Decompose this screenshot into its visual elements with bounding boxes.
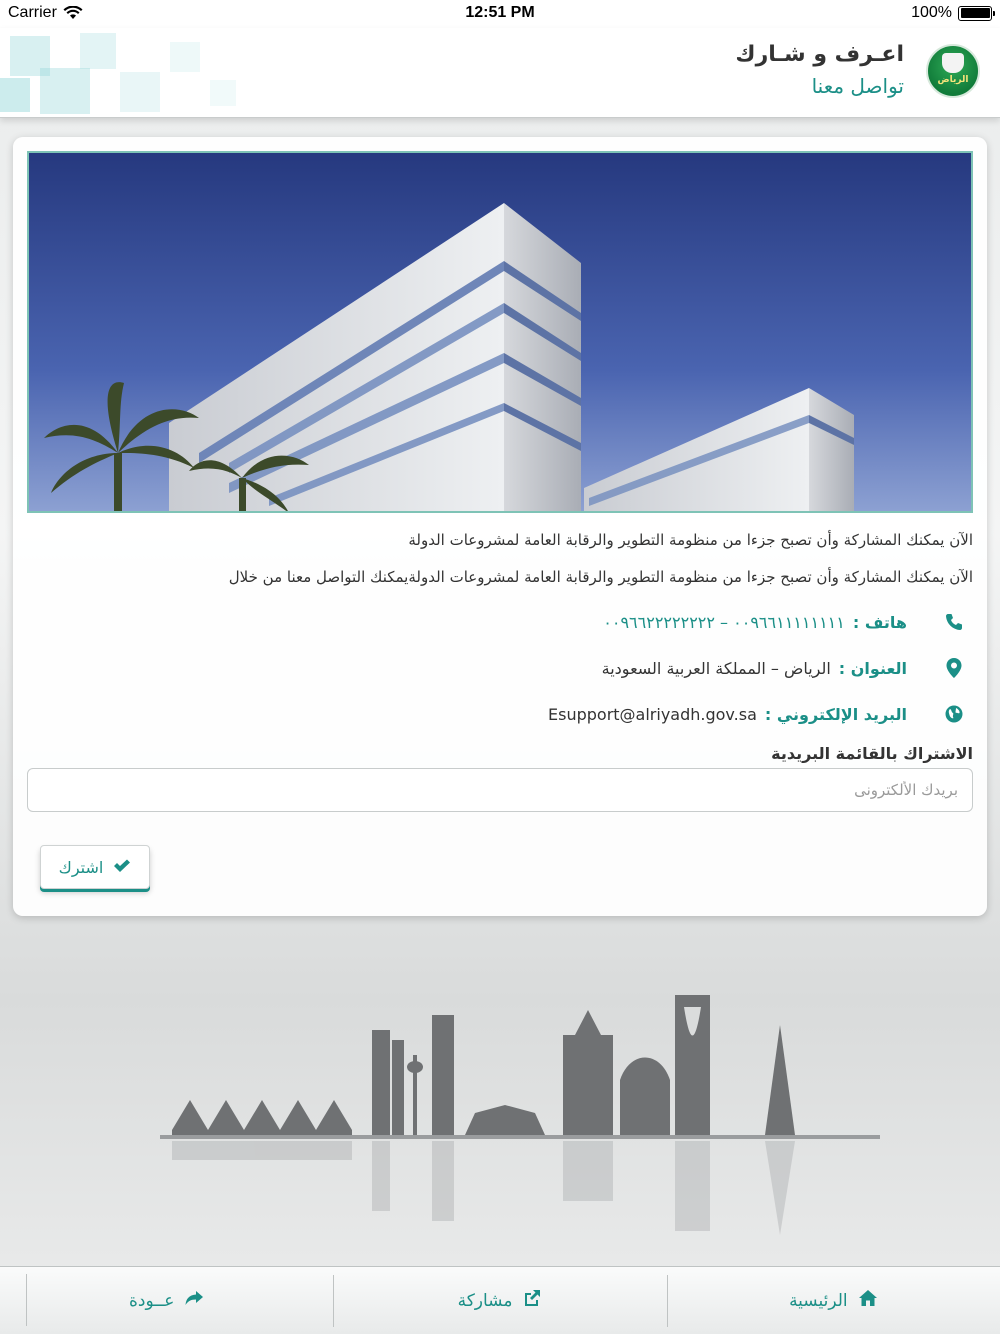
tab-home[interactable] xyxy=(667,1267,1000,1334)
share-icon xyxy=(522,1289,542,1312)
tab-share[interactable] xyxy=(333,1267,666,1334)
tab-back-label: عــودة xyxy=(129,1290,175,1311)
tab-share-label: مشاركة xyxy=(457,1290,513,1311)
email-label: البريد الإلكتروني : xyxy=(764,704,907,724)
battery-icon xyxy=(958,6,992,21)
check-icon xyxy=(113,858,131,877)
phone-label: هاتف : xyxy=(852,612,907,632)
riyadh-skyline-decoration xyxy=(160,985,880,1245)
phone-value[interactable]: ٠٠٩٦٦١١١١١١١١ – ٠٠٩٦٦٢٢٢٢٢٢٢٢ xyxy=(603,612,845,632)
logo-text: الرياض xyxy=(937,75,969,85)
globe-icon xyxy=(941,701,967,727)
status-bar xyxy=(0,0,1000,28)
riyadh-logo xyxy=(926,44,980,98)
home-icon xyxy=(858,1289,878,1312)
contact-row-address xyxy=(47,653,967,683)
phone-icon xyxy=(941,609,967,635)
battery-percent: 100% xyxy=(911,4,952,21)
page-subtitle: تواصل معنا xyxy=(811,74,904,98)
hero-building-image xyxy=(27,151,973,513)
email-value[interactable]: Esupport@alriyadh.gov.sa xyxy=(548,704,757,724)
carrier-label: Carrier xyxy=(8,4,57,21)
tab-bar-left-edge xyxy=(26,1274,27,1326)
app-header xyxy=(0,28,1000,118)
header-decoration xyxy=(0,28,300,118)
contact-card xyxy=(13,137,987,916)
status-right xyxy=(911,4,992,22)
contact-row-email xyxy=(47,699,967,729)
contact-row-phone xyxy=(47,607,967,637)
subscribe-email-input[interactable] xyxy=(27,768,973,812)
map-pin-icon xyxy=(941,655,967,681)
bottom-tab-bar xyxy=(0,1266,1000,1334)
tab-back[interactable] xyxy=(0,1267,333,1334)
intro-paragraph-2: الآن يمكنك المشاركة وأن تصبح جزءا من منظومة التطوير والرقابة العامة لمشروعات الدولةيمكنك التواصل معنا من خلال xyxy=(228,568,973,586)
intro-paragraph-1: الآن يمكنك المشاركة وأن تصبح جزءا من منظومة التطوير والرقابة العامة لمشروعات الدولة xyxy=(408,531,973,549)
status-time: 12:51 PM xyxy=(465,4,535,21)
address-label: العنوان : xyxy=(838,658,907,678)
subscribe-title: الاشتراك بالقائمة البريدية xyxy=(771,744,973,763)
page-title: اعـرف و شـارك xyxy=(735,42,904,67)
subscribe-button[interactable] xyxy=(40,845,150,889)
logo-emblem-icon xyxy=(942,53,964,73)
reply-arrow-icon xyxy=(184,1290,204,1311)
tab-home-label: الرئيسية xyxy=(789,1290,848,1311)
address-value: الرياض – المملكة العربية السعودية xyxy=(601,658,831,678)
subscribe-button-label: اشترك xyxy=(58,857,104,877)
